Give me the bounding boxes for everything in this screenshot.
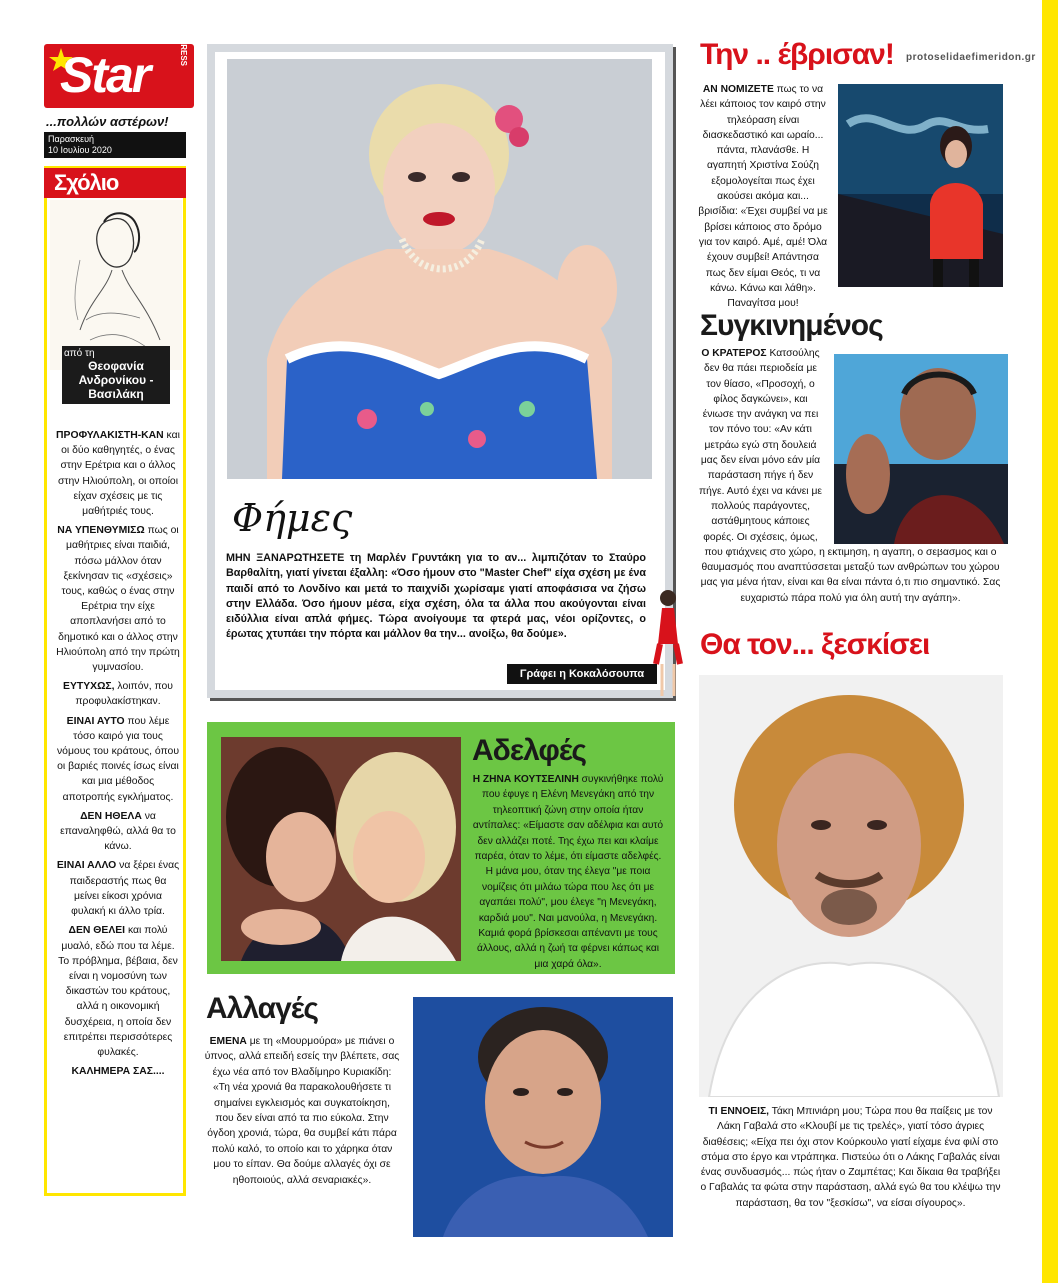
ebrisan-photo — [838, 84, 1003, 287]
lead-words: ΕΙΝΑΙ ΑΛΛΟ — [56, 860, 117, 872]
lead-words: ΝΑ ΥΠΕΝΘΥΜΙΣΩ — [57, 525, 145, 537]
xeskisei-text — [698, 1104, 1003, 1211]
sidebar-paragraph — [56, 679, 180, 709]
logo-wordmark: Star — [60, 47, 150, 103]
sygkinimenos-title: Συγκινημένος — [700, 309, 883, 342]
body-text: Κατσούλης δεν θα πάει περιοδεία με τον θίασο, «Προσοχή, ο φίλος δαγκώνει», και ένιωσε την ανάγκη να πει τον πόνο του: «Αν κάτι μετράω εγώ στη δουλειά μας δεν είναι μόνο εάν μία παράσταση πήγε ή δεν πήγε. Αυτό έχει να κάνει με πολλούς παράγοντες, αστάθμητους κάποιες φορές. Οι σχέσεις, όμως, που φτιάχνεις στο χώρο, η εκτίμηση, η αγάπη, ο σεβασμός και ο θαυμασμός που αναπτύσσεται μεταξύ των ανθρώπων του χώρου μας για μένα ήταν, είναι και θα είναι πάντα ό,τι πιο σημαντικό. Σας ευχαριστώ πάρα πολύ για όλη αυτή την αγάπη». — [699, 348, 1001, 604]
lead-words: ΚΑΛΗΜΕΡΑ ΣΑΣ.... — [71, 1066, 165, 1078]
ebrisan-title: Την .. έβρισαν! — [700, 38, 894, 71]
allages-photo — [413, 997, 673, 1237]
body-text: πως το να λέει κάποιος τον καιρό στην τηλεόραση είναι διασκεδαστικό και ωραίο... πάντα, πλανάσθε. Η αγαπητή Χριστίνα Σούζη εξομολογείται πως έχει ακούσει ακόμα και... βρισίδια: «Έχει συμβεί να με βρίσει κάποιος στο δρόμο για τον καιρό. Αμέ, αμέ! Όλα έχουν συμβεί! Απάντησα πως δεν είμαι Θεός, τι να κάνω. Κάνω και λάθη». Παναγίτσα μου! — [698, 84, 828, 310]
lead-words: Ο ΚΡΑΤΕΡΟΣ — [701, 348, 767, 359]
body-text: που λέμε τόσο καιρό για τους νόμους του κράτους, όπου οι βαριές ποινές ίσως είναι και μια μέθοδος αποτροπής εγκλήματος. — [56, 715, 180, 803]
allages-title: Αλλαγές — [206, 992, 318, 1025]
masthead-date: 10 Ιουλίου 2020 — [48, 145, 112, 155]
body-text: τη Μαρλέν Γρυντάκη για το αν... λιμπιζόταν το Σταύρο Βαρθαλίτη, γιατί γίνεται έξαλλη: «Όσο ήμουν στο "Master Chef" είχα σχέση με ένα παιδί από το Λονδίνο και μετά το παιχνίδι χωρίσαμε γιατί αποφάσισα να ζήσω στην Ελλάδα. Όσο ήμουν μέσα, είχα σχέση, όλα τα άλλα που ακούγονται είναι ειδύλλια είναι απλά φήμες. Τώρα ανοίγουμε τα φτερά μας, νέοι ορίζοντες, ο έρωτας χτυπάει την πόρτα και μάλλον θα την... ανοίξω, θα δούμε». — [226, 552, 647, 641]
sidebar-paragraph — [56, 714, 180, 805]
author-sketch — [50, 200, 182, 370]
sidebar-paragraph — [56, 428, 180, 519]
masthead-date-box — [44, 132, 186, 158]
fimes-cartoon — [648, 584, 688, 702]
lead-words: ΕΜΕΝΑ — [209, 1036, 247, 1047]
sidebar-title — [44, 168, 186, 198]
yellow-edge-strip — [1042, 0, 1058, 1283]
adelfes-photo — [221, 737, 461, 961]
lead-words: ΔΕΝ ΘΕΛΕΙ — [68, 925, 126, 937]
lead-words: ΕΥΤΥΧΩΣ, — [63, 681, 115, 693]
body-text: να ξέρει ένας παιδεραστής πως θα μείνει είκοσι χρόνια φυλακή κι άλλο τρία. — [69, 860, 180, 918]
lead-words: ΑΝ ΝΟΜΙΖΕΤΕ — [702, 84, 774, 95]
fimes-photo — [227, 59, 652, 479]
body-text: και πολύ μυαλό, εδώ που τα λέμε. Το πρόβλημα, βέβαια, δεν είναι η νομοσύνη των δικαστών του κράτους, αλλά η οικονομική δυσχέρεια, η οποία δεν επιτρέπει περισσότερες φυλακές. — [58, 925, 178, 1058]
lead-words: Η ΖΗΝΑ ΚΟΥΤΣΕΛΙΝΗ — [472, 774, 579, 785]
xeskisei-title: Θα τον... ξεσκίσει — [700, 628, 930, 661]
lead-words: ΕΙΝΑΙ ΑΥΤΟ — [66, 715, 125, 727]
lead-words: ΤΙ ΕΝΝΟΕΙΣ, — [708, 1106, 769, 1117]
logo-sub: PRESS — [179, 38, 188, 66]
body-text: συγκινήθηκε πολύ που έφυγε η Ελένη Μενεγάκη από την τηλεοπτική ζώνη στην οποία ήταν αντίπαλες: «Είμαστε σαν αδέλφια και αυτό δεν αλλάζει ποτέ. Της έχω πει και κλαίμε παρέα, όταν το λέμε, ότι είμαστε αδελφές. Η μάνα μου, όταν της έλεγα "με ποια νομίζεις ότι μιλάω τώρα που λες ότι με αγαπάει πολύ", μου έλεγε "η Μενεγάκη, καρδιά μου". Ναι μανούλα, η Μενεγάκη. Καμιά φορά βρίσκεσαι απέναντι με τους άλλους, αλλά η ζωή τα φέρνει κάπως και μια χαρά όλα». — [472, 774, 664, 970]
sidebar-paragraph — [56, 923, 180, 1060]
sidebar-paragraph — [56, 809, 180, 855]
lead-words: ΜΗΝ ΞΑΝΑΡΩΤΗΣΕΤΕ — [226, 552, 345, 564]
masthead-day: Παρασκευή — [48, 134, 95, 144]
sidebar-title-text: Σχόλιο — [54, 170, 119, 195]
author-prefix: από τη — [64, 348, 95, 359]
sygkinimenos-photo — [829, 349, 1013, 549]
author-caption — [62, 346, 170, 404]
sidebar-paragraph — [56, 523, 180, 675]
adelfes-title: Αδελφές — [472, 734, 587, 767]
fimes-text — [226, 551, 646, 643]
body-text: λοιπόν, που προφυλακίστηκαν. — [75, 681, 173, 708]
site-watermark: protoselidaefimeridon.gr — [906, 52, 1036, 63]
star-logo — [44, 38, 194, 108]
body-text: με τη «Μουρμούρα» με πιάνει ο ύπνος, αλλά επειδή εσείς την βλέπετε, σας έχω νέα από τον Βλαδίμηρο Κυριακίδη: «Τη νέα χρονιά θα παρακολουθήσετε τι σημαίνει εγκλεισμός και συγκατοίκηση, που δεν είναι από τα πιο εύκολα. Στην όγδοη χρονιά, τώρα, θα συμβεί κάτι πάρα πολύ καλό, το οποίο και το χάρηκα όταν μου το είπαν. Θα δούμε αλλαγές όχι σε ηθοποιούς, αλλά σεναριακές». — [204, 1036, 400, 1186]
allages-text — [204, 1034, 400, 1188]
body-text: πως οι μαθήτριες είναι παιδιά, πόσω μάλλον όταν ξεκίνησαν τις «σχέσεις» τους, καθώς ο ένας στην Ερέτρια την είχε αποπλανήσει από το δημοτικό και ο άλλος στην Ηλιούπολη από την πρώτη γυμνασίου. — [56, 525, 180, 674]
sidebar-paragraph — [56, 1064, 180, 1079]
lead-words: ΠΡΟΦΥΛΑΚΙΣΤΗ-ΚΑΝ — [56, 430, 164, 441]
sidebar-text — [56, 428, 180, 1083]
xeskisei-photo — [699, 675, 1003, 1097]
adelfes-text — [472, 772, 664, 972]
fimes-title: Φήμες — [232, 496, 353, 540]
body-text: Τάκη Μπινιάρη μου; Τώρα που θα παίξεις με τον Λάκη Γαβαλά στο «Κλουβί με τις τρελές», γιατί τόσο άγριες διαθέσεις; «Είχα πει όχι στον Κούρκουλο γιατί είχαμε ένα φιλί στο στόμα στο έργο και ντράπηκα. Πιστεύω ότι ο Λάκης Γαβαλάς είναι ένας συνδυασμός... πώς ήταν ο Ζαμπέτας; Και δίκαια θα τραβήξει ο Γαβαλάς τα φώτα στην παράσταση, αλλά εγώ θα του κλέψω την παράσταση, θα τον "ξεσκίσω", να είσαι σίγουρος». — [700, 1106, 1001, 1209]
lead-words: ΔΕΝ ΗΘΕΛΑ — [80, 810, 142, 822]
sidebar-paragraph — [56, 858, 180, 919]
ebrisan-text — [698, 82, 828, 311]
author-name: Θεοφανία Ανδρονίκου - Βασιλάκη — [78, 359, 154, 401]
body-text: και οι δύο καθηγητές, ο ένας στην Ερέτρια και ο άλλος στην Ηλιούπολη, οι οποίοι είχαν σχέσεις με τις μαθήτριές τους. — [58, 430, 180, 518]
fimes-byline — [507, 664, 657, 684]
masthead-tagline: ...πολλών αστέρων! — [46, 114, 169, 129]
body-text: να επαναληφθώ, αλλά θα το κάνω. — [60, 810, 176, 853]
fimes-byline-text: Γράφει η Κοκαλόσουπα — [519, 668, 645, 680]
